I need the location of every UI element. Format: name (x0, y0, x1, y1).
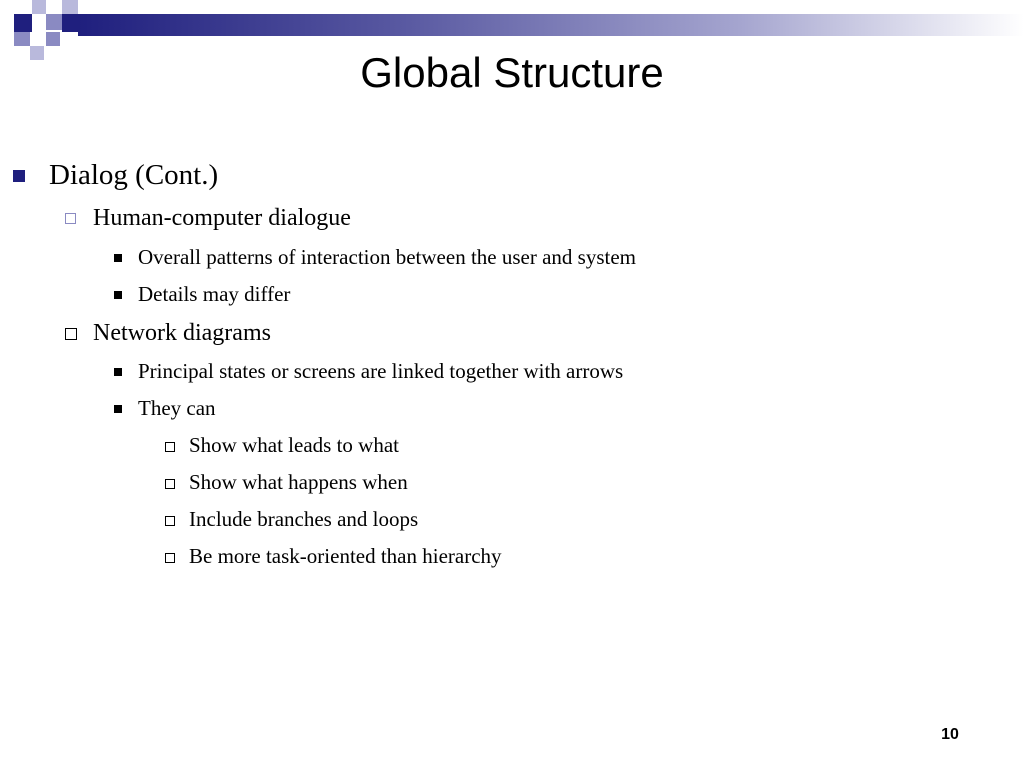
outline-item: Network diagrams (93, 320, 271, 346)
page-number: 10 (941, 726, 959, 743)
outline-item: Include branches and loops (189, 507, 419, 531)
decor-square-icon (62, 0, 78, 14)
outline-item: They can (138, 396, 216, 420)
hollow-square-bullet-icon (165, 479, 175, 489)
hollow-square-bullet-icon (65, 328, 77, 340)
hollow-square-bullet-icon (165, 516, 175, 526)
decor-square-icon (46, 14, 62, 30)
outline-item: Be more task-oriented than hierarchy (189, 544, 502, 568)
decor-square-icon (14, 14, 32, 32)
small-square-bullet-icon (114, 254, 122, 262)
hollow-square-bullet-icon (165, 553, 175, 563)
decor-square-icon (46, 32, 60, 46)
outline-item: Details may differ (138, 282, 291, 306)
outline-item: Overall patterns of interaction between the user and system (138, 245, 636, 269)
decor-square-icon (32, 0, 46, 14)
slide-title: Global Structure (360, 49, 664, 96)
hollow-square-bullet-icon (165, 442, 175, 452)
hollow-square-bullet-icon (65, 213, 76, 224)
header-gradient-band (78, 14, 1024, 36)
small-square-bullet-icon (114, 368, 122, 376)
outline-item: Human-computer dialogue (93, 205, 351, 231)
outline-item: Dialog (Cont.) (49, 159, 219, 191)
small-square-bullet-icon (114, 405, 122, 413)
decor-square-icon (14, 32, 30, 46)
decor-square-icon (62, 14, 78, 32)
small-square-bullet-icon (114, 291, 122, 299)
outline-item: Show what leads to what (189, 433, 399, 457)
outline-item: Principal states or screens are linked together with arrows (138, 359, 624, 383)
outline-item: Show what happens when (189, 470, 408, 494)
filled-square-bullet-icon (13, 170, 25, 182)
